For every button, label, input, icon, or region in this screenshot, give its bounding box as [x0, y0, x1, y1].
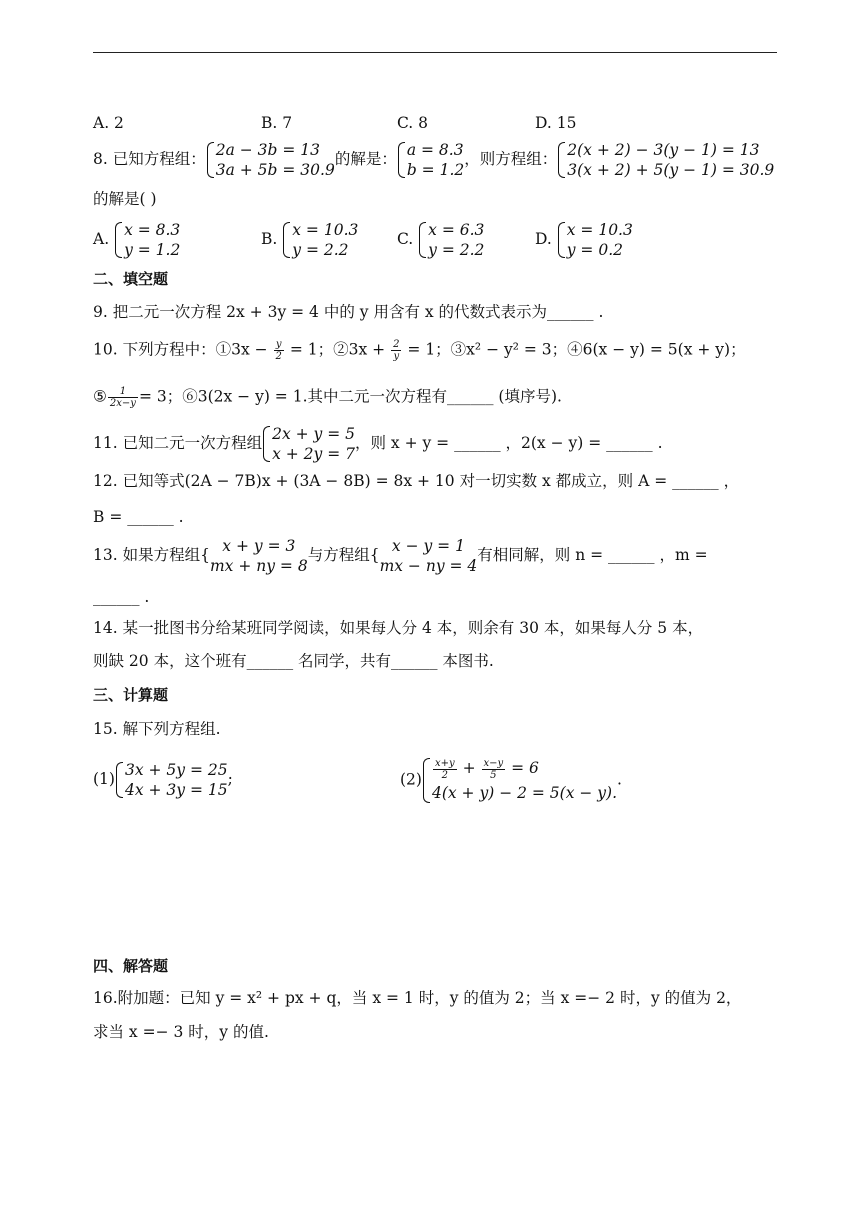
q8-system-2: [557, 140, 774, 180]
q15-part-2: [400, 756, 622, 805]
option-row: x = 8.3: [124, 221, 181, 239]
option-row: x = 10.3: [292, 221, 359, 239]
q12-line-1: 12. 已知等式(2A − 7B)x + (3A − 8B) = 8x + 10 对一切实数 x 都成立，则 A = ______ ，: [93, 472, 740, 490]
q11-lead: 11. 已知二元一次方程组: [93, 434, 263, 452]
q8-option-a[interactable]: [93, 220, 180, 260]
q8-mid2: ，则方程组：: [464, 150, 558, 168]
q15-fraction: [482, 758, 506, 781]
q15-system-row: 4(x + y) − 2 = 5(x − y).: [431, 783, 618, 802]
section-heading-answer: 四、解答题: [93, 957, 169, 975]
option-row: y = 0.2: [566, 241, 623, 259]
fraction-numerator: 2: [393, 339, 400, 350]
q8-solution-row: b = 1.2: [406, 161, 465, 179]
q15-part-2-system: [422, 756, 617, 805]
q16-line-1: 16.附加题：已知 y = x² + px + q，当 x = 1 时，y 的值为 2；当 x =− 2 时，y 的值为 2，: [93, 989, 742, 1007]
q8-mid: 的解是：: [334, 150, 397, 168]
fraction-denominator: 2: [441, 769, 448, 781]
q15-part-1-system: [115, 760, 228, 800]
option-label: B.: [261, 230, 278, 248]
q10-line-2: [93, 386, 562, 409]
q8-system-1-row: 2a − 3b = 13: [215, 141, 321, 159]
q10-fraction: [274, 339, 284, 362]
q8-stem: [93, 140, 774, 180]
q15-title: 15. 解下列方程组.: [93, 720, 221, 738]
q7-option-b[interactable]: B. 7: [261, 114, 293, 132]
q13-mid: 与方程组{: [307, 546, 380, 564]
q10-text: = 3；⑥3(2x − y) = 1.其中二元一次方程有______ (填序号).: [138, 387, 562, 406]
q15-fraction: [433, 758, 457, 781]
q14-line-2: 则缺 20 本，这个班有______ 名同学，共有______ 本图书.: [93, 652, 494, 670]
option-row: y = 2.2: [428, 241, 485, 259]
q13-lead: 13. 如果方程组{: [93, 546, 210, 564]
fraction-denominator: 2: [275, 351, 282, 362]
q13-system-1: [210, 536, 308, 576]
q12-line-2: B = ______ .: [93, 508, 184, 526]
option-system: [557, 220, 633, 260]
q10-text: ⑤: [93, 387, 107, 406]
q8-solution-row: a = 8.3: [406, 141, 464, 159]
q15-part-tail: ;: [227, 770, 233, 788]
q10-fraction: [391, 339, 401, 362]
q8-option-c[interactable]: [397, 220, 484, 260]
fraction-denominator: 2x−y: [109, 398, 136, 409]
q10-text: 10. 下列方程中：①3x −: [93, 340, 268, 359]
option-label: C.: [397, 230, 414, 248]
q7-option-d[interactable]: D. 15: [535, 114, 577, 132]
option-system: [114, 220, 180, 260]
q13-tail: 有相同解，则 n = ______ ，m =: [477, 546, 708, 564]
q8-tail: 的解是( ): [93, 190, 157, 208]
option-row: y = 1.2: [124, 241, 181, 259]
q15-system-row: [432, 756, 617, 781]
q13-system-2: [380, 536, 478, 576]
q13-line-2: ______ .: [93, 588, 150, 606]
fraction-numerator: y: [274, 339, 284, 351]
q8-option-b[interactable]: [261, 220, 358, 260]
q8-solution: [397, 140, 464, 180]
q15-part-1: [93, 760, 233, 800]
q8-system-1-row: 3a + 5b = 30.9: [215, 161, 335, 179]
option-label: A.: [93, 230, 110, 248]
q10-text: = 1；②3x +: [289, 340, 386, 359]
section-heading-calculation: 三、计算题: [93, 686, 169, 704]
fraction-numerator: x−y: [483, 757, 504, 769]
option-row: y = 2.2: [292, 241, 349, 259]
q8-lead: 8. 已知方程组：: [93, 150, 206, 168]
q11-system-row: 2x + y = 5: [272, 425, 355, 443]
q8-system-2-row: 2(x + 2) − 3(y − 1) = 13: [567, 141, 760, 159]
q7-option-a[interactable]: A. 2: [93, 114, 124, 132]
q8-system-2-row: 3(x + 2) + 5(y − 1) = 30.9: [567, 161, 775, 179]
option-system: [282, 220, 358, 260]
q11-tail: ，则 x + y = ______ ，2(x − y) = ______ .: [354, 434, 663, 452]
q13-system-row: mx + ny = 8: [209, 557, 308, 575]
q16-line-2: 求当 x =− 3 时，y 的值.: [93, 1023, 269, 1041]
q15-system-row: 4x + 3y = 15: [124, 781, 228, 799]
q13-system-row: mx − ny = 4: [379, 557, 478, 575]
q15-system-row: 3x + 5y = 25: [124, 761, 228, 779]
q15-part-label: (1): [93, 770, 115, 788]
q15-part-label: (2): [400, 770, 422, 789]
plus-sign: +: [462, 759, 476, 777]
q13-system-row: x + y = 3: [222, 537, 296, 555]
q11-system-row: x + 2y = 7: [272, 445, 355, 463]
option-row: x = 10.3: [566, 221, 633, 239]
q13: [93, 536, 708, 576]
q10-text: = 1；③x² − y² = 3；④6(x − y) = 5(x + y)；: [407, 340, 746, 359]
q8-system-1: [206, 140, 335, 180]
fraction-numerator: 1: [108, 386, 138, 398]
q9-text: 9. 把二元一次方程 2x + 3y = 4 中的 y 用含有 x 的代数式表示为______ .: [93, 303, 604, 321]
q15-part-tail: .: [617, 770, 622, 789]
fraction-numerator: x+y: [434, 757, 455, 769]
q10-line-1: [93, 339, 746, 362]
q14-line-1: 14. 某一批图书分给某班同学阅读，如果每人分 4 本，则余有 30 本，如果每人分 5 本，: [93, 619, 704, 637]
fraction-denominator: 5: [490, 769, 497, 781]
q11: [93, 424, 663, 464]
option-row: x = 6.3: [428, 221, 485, 239]
q10-fraction: [108, 386, 138, 409]
q11-system: [262, 424, 355, 464]
q13-system-row: x − y = 1: [391, 537, 465, 555]
section-heading-fill-in: 二、填空题: [93, 270, 169, 288]
equation-rhs: = 6: [511, 759, 539, 777]
q7-option-c[interactable]: C. 8: [397, 114, 429, 132]
q8-option-d[interactable]: [535, 220, 633, 260]
header-rule: [93, 52, 777, 53]
option-label: D.: [535, 230, 552, 248]
option-system: [418, 220, 484, 260]
fraction-denominator: y: [393, 351, 400, 362]
